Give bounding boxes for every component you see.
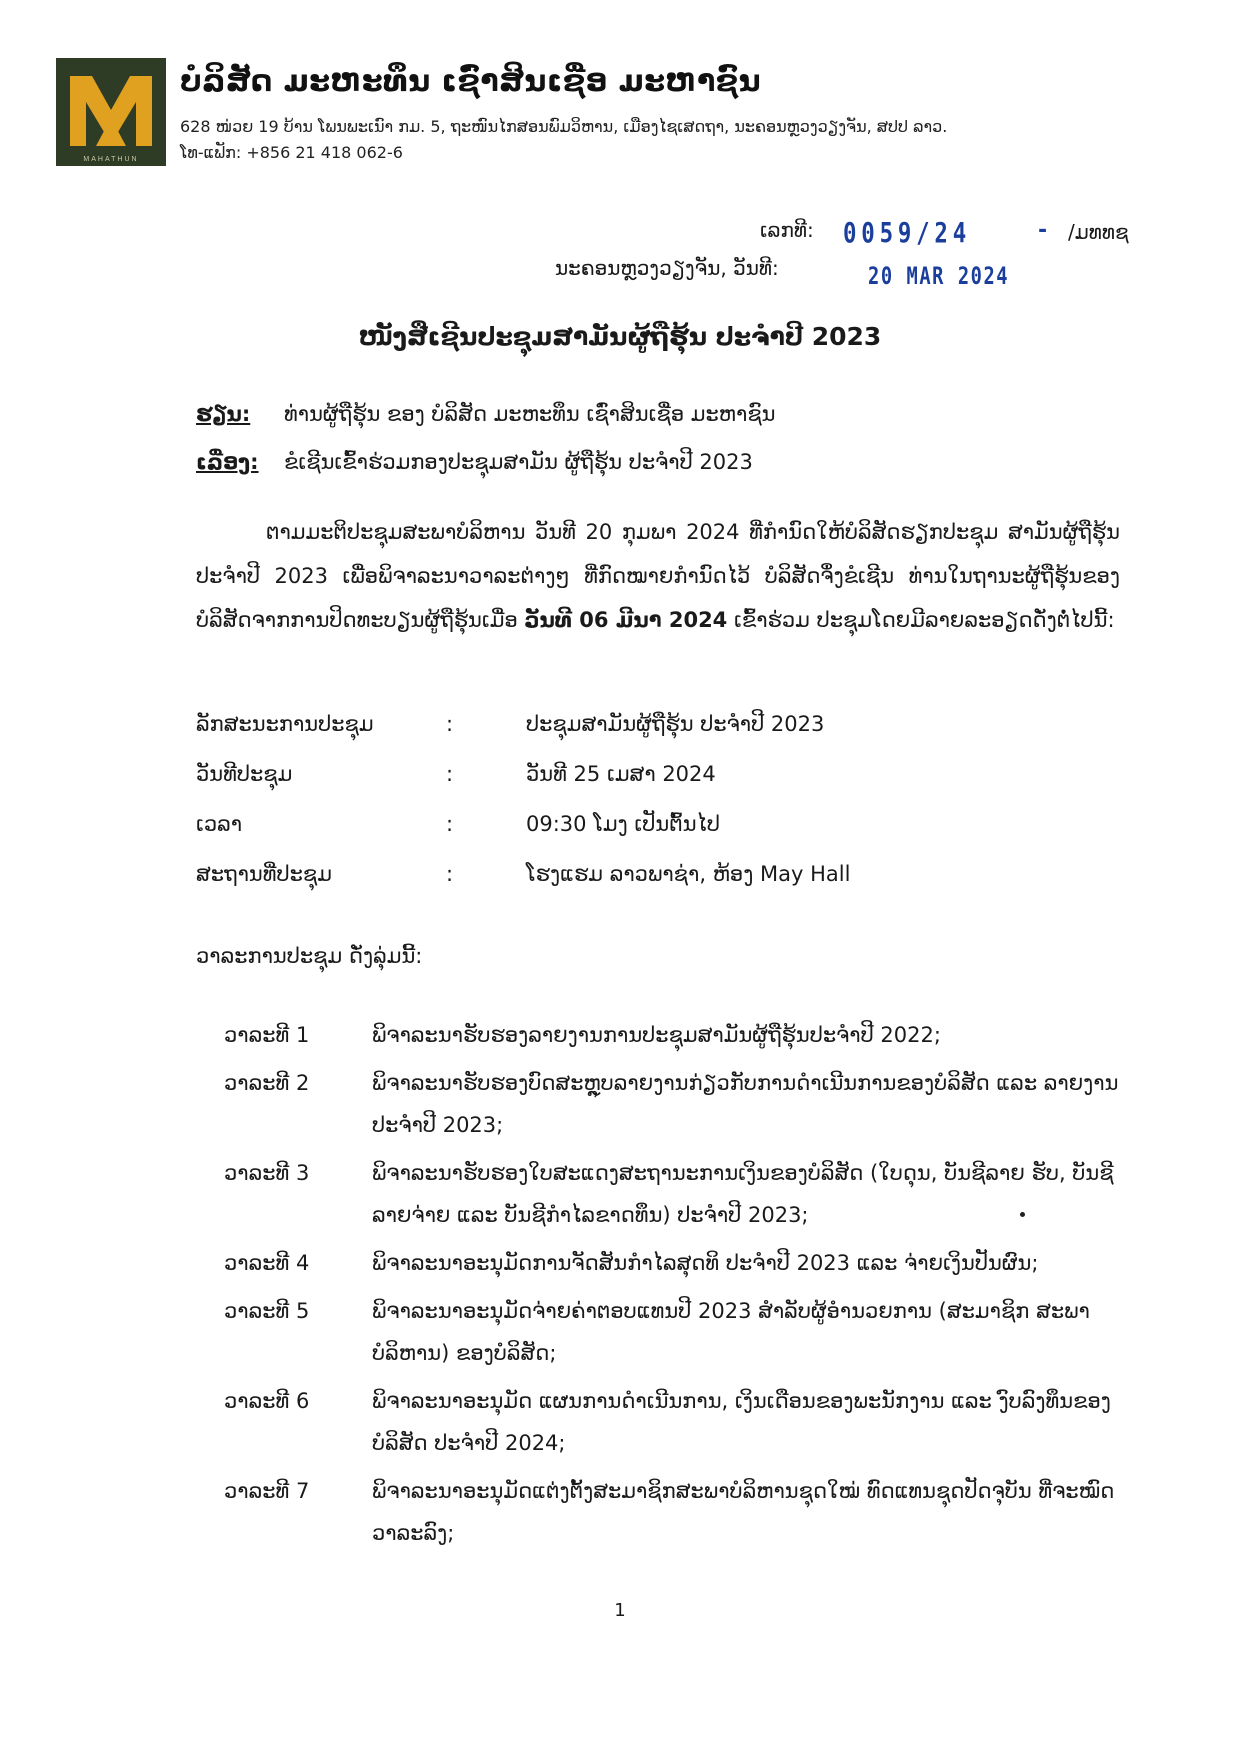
reference-number-label: ເລກທີ: [760,218,814,242]
reference-number-stamp: 0059/24 [843,216,972,249]
agenda-item [224,1242,1124,1284]
agenda-item-text: ພິຈາລະນາຮັບຮອງໃບສະແດງສະຖານະການເງິນຂອງບໍລິສັດ (ໃບດຸນ, ບັນຊີລາຍ ຮັບ, ບັນຊີລາຍຈ່າຍ ແລະ ບັນຊີກຳໄລຂາດທຶນ) ປະຈຳປີ 2023; [372,1161,1114,1227]
agenda-item-number: ວາລະທີ 5 [224,1299,310,1323]
document-title: ໜັງສືເຊີນປະຊຸມສາມັນຜູ້ຖືຮຸ້ນ ປະຈຳປີ 2023 [358,322,882,351]
detail-value: ວັນທີ 25 ເມສາ 2024 [526,762,716,786]
logo-caption: MAHATHUN [83,156,139,163]
reference-dash: - [1038,218,1048,243]
agenda-item-number: ວາລະທີ 3 [224,1161,310,1185]
agenda-item-text: ພິຈາລະນາຮັບຮອງບົດສະຫຼຸບລາຍງານກ່ຽວກັບການດຳເນີນການຂອງບໍລິສັດ ແລະ ລາຍງານປະຈຳປີ 2023; [372,1071,1119,1137]
detail-label: ວັນທີປະຊຸມ [196,762,293,786]
place-date-label: ນະຄອນຫຼວງວຽງຈັນ, ວັນທີ: [555,256,779,280]
body-text-part1: ຕາມມະຕິປະຊຸມສະພາບໍລິຫານ ວັນທີ 20 ກຸມພາ 2024 ທີ່ກຳນົດໃຫ້ບໍລິສັດຮຽກປະຊຸມ ສາມັນຜູ້ຖືຮຸ້ນ ປະຈຳປີ 2023 ເພື່ອພິຈາລະນາວາລະຕ່າງໆ ທີ່ກົດໝາຍກຳນົດໄວ້ ບໍລິສັດຈຶ່ງຂໍເຊີນ ທ່ານໃນຖານະຜູ້ຖືຮຸ້ນຂອງບໍລິສັດຈາກການປິດທະບຽນຜູ້ຖືຮຸ້ນເມື່ອ [196,520,1120,632]
detail-value: ໂຮງແຮມ ລາວພາຊ່າ, ຫ້ອງ May Hall [526,862,851,886]
agenda-item [224,1014,1124,1056]
detail-colon: : [446,762,454,786]
agenda-item [224,1290,1124,1374]
agenda-item-text: ພິຈາລະນາອະນຸມັດ ແຜນການດຳເນີນການ, ເງິນເດືອນຂອງພະນັກງານ ແລະ ງົບລົງທຶນຂອງບໍລິສັດ ປະຈຳປີ 2024; [372,1389,1111,1455]
body-paragraph [196,510,1120,642]
agenda-item-number: ວາລະທີ 7 [224,1479,310,1503]
detail-label: ລັກສະນະການປະຊຸມ [196,712,374,736]
agenda-item-text: ພິຈາລະນາອະນຸມັດແຕ່ງຕັ້ງສະມາຊິກສະພາບໍລິຫານຊຸດໃໝ່ ທົດແທນຊຸດປັດຈຸບັນ ທີ່ຈະໝົດວາລະລົງ; [372,1479,1115,1545]
agenda-item-text: ພິຈາລະນາອະນຸມັດຈ່າຍຄ່າຕອບແທນປີ 2023 ສຳລັບຜູ້ອຳນວຍການ (ສະມາຊິກ ສະພາບໍລິຫານ) ຂອງບໍລິສັດ; [372,1299,1090,1365]
agenda-item [224,1152,1124,1236]
agenda-item [224,1380,1124,1464]
detail-value: ປະຊຸມສາມັນຜູ້ຖືຮຸ້ນ ປະຈຳປີ 2023 [526,712,825,736]
agenda-item [224,1062,1124,1146]
detail-colon: : [446,712,454,736]
detail-row-meeting-type [196,712,1120,756]
page-number: 1 [614,1600,626,1621]
body-text-bold-date: ວັນທີ 06 ມີນາ 2024 [524,608,728,632]
logo-mark-icon [56,58,166,166]
stray-dot-mark [1020,1212,1025,1217]
agenda-item-text: ພິຈາລະນາອະນຸມັດການຈັດສັນກຳໄລສຸດທິ ປະຈຳປີ 2023 ແລະ ຈ່າຍເງິນປັນຜົນ; [372,1251,1039,1275]
detail-row-meeting-time [196,812,1120,856]
subject-label: ເລື່ອງ: [196,450,259,474]
agenda-item-number: ວາລະທີ 1 [224,1023,310,1047]
to-label: ຮຽນ: [196,402,251,426]
agenda-item [224,1470,1124,1554]
date-stamp: 20 MAR 2024 [868,262,1010,290]
detail-colon: : [446,862,454,886]
to-value: ທ່ານຜູ້ຖືຮຸ້ນ ຂອງ ບໍລິສັດ ມະຫະທຶນ ເຊົ່າສິນເຊື່ອ ມະຫາຊົນ [284,402,776,426]
agenda-list [224,1014,1124,1560]
reference-suffix: /ມທທຊ [1068,220,1129,244]
detail-value: 09:30 ໂມງ ເປັນຕົ້ນໄປ [526,812,720,836]
detail-row-meeting-date [196,762,1120,806]
agenda-item-number: ວາລະທີ 6 [224,1389,310,1413]
detail-label: ສະຖານທີ່ປະຊຸມ [196,862,332,886]
company-name: ບໍລິສັດ ມະຫະທຶນ ເຊົ່າສິນເຊື່ອ ມະຫາຊົນ [180,64,761,99]
detail-label: ເວລາ [196,812,243,836]
detail-colon: : [446,812,454,836]
body-text-part2: ເຂົ້າຮ່ວມ ປະຊຸມໂດຍມີລາຍລະອຽດດັ່ງຕໍ່ໄປນີ້: [727,608,1115,632]
agenda-item-text: ພິຈາລະນາຮັບຮອງລາຍງານການປະຊຸມສາມັນຜູ້ຖືຮຸ້ນປະຈຳປີ 2022; [372,1023,941,1047]
agenda-item-number: ວາລະທີ 2 [224,1071,310,1095]
company-address: 628 ໜ່ວຍ 19 ບ້ານ ໂພນພະເນົາ ກມ. 5, ຖະໜົນໄກສອນພົມວິຫານ, ເມືອງໄຊເສດຖາ, ນະຄອນຫຼວງວຽງຈັນ, ສປປ ລາວ. [180,117,948,136]
company-logo [56,58,166,166]
company-phone: ໂທ-ແຟັກ: +856 21 418 062-6 [180,143,403,162]
agenda-intro: ວາລະການປະຊຸມ ດັ່ງລຸ່ມນີ້: [196,944,423,968]
detail-row-meeting-venue [196,862,1120,906]
subject-value: ຂໍເຊີນເຂົ້າຮ່ວມກອງປະຊຸມສາມັນ ຜູ້ຖືຮຸ້ນ ປະຈຳປີ 2023 [284,450,753,474]
agenda-item-number: ວາລະທີ 4 [224,1251,310,1275]
